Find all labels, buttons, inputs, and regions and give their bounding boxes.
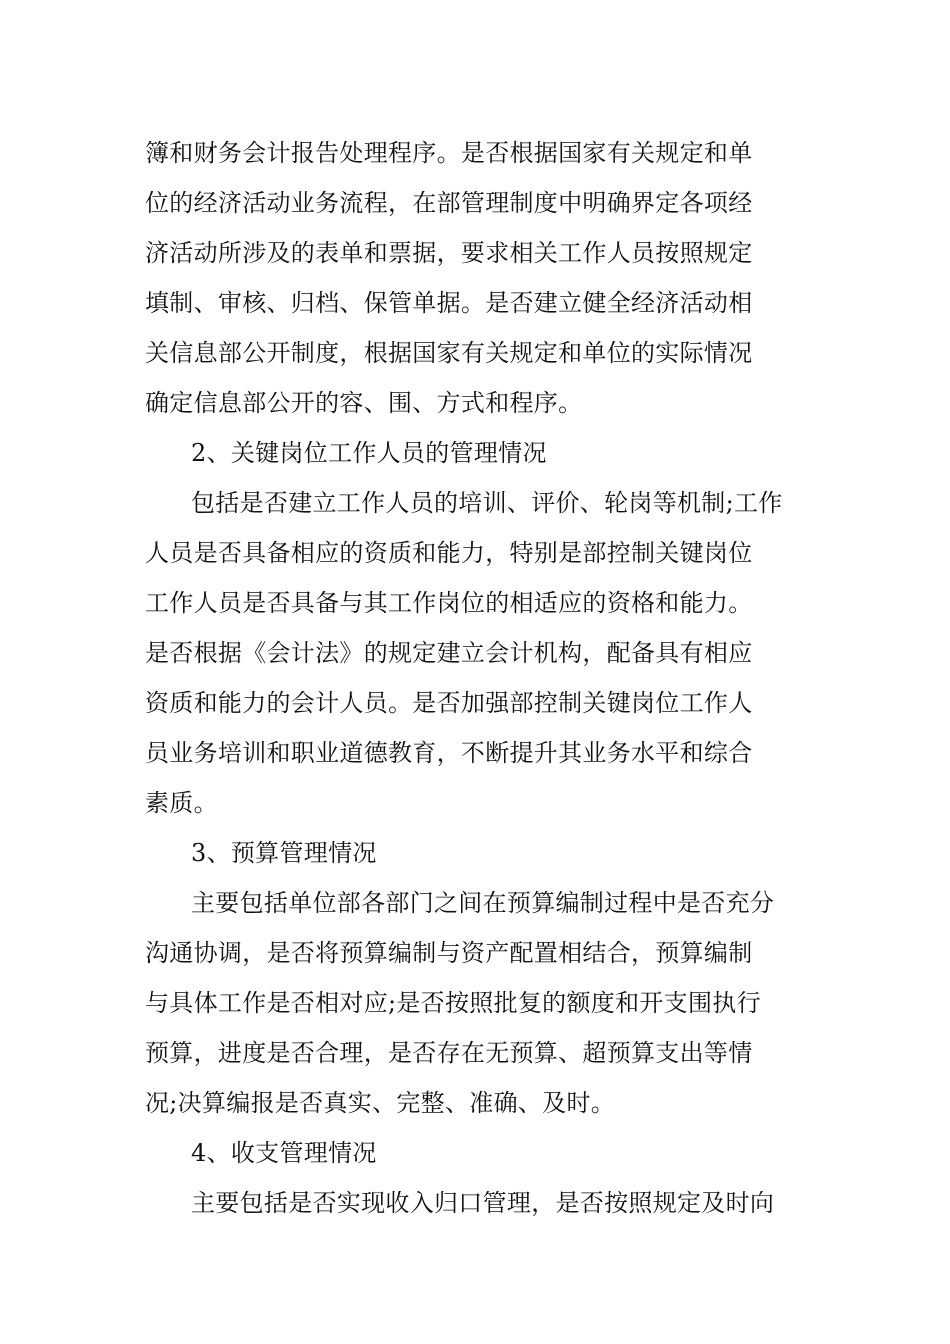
paragraph-line: 济活动所涉及的表单和票据，要求相关工作人员按照规定	[145, 239, 753, 267]
paragraph-line: 素质。	[145, 789, 218, 817]
paragraph-line: 确定信息部公开的容、围、方式和程序。	[145, 389, 583, 417]
paragraph-line: 工作人员是否具备与其工作岗位的相适应的资格和能力。	[145, 589, 753, 617]
section-heading-4: 4、收支管理情况	[191, 1139, 377, 1167]
paragraph-line: 资质和能力的会计人员。是否加强部控制关键岗位工作人	[145, 689, 753, 717]
paragraph-line: 况;决算编报是否真实、完整、准确、及时。	[145, 1089, 616, 1117]
section-heading-2: 2、关键岗位工作人员的管理情况	[191, 439, 547, 467]
paragraph-line: 人员是否具备相应的资质和能力，特别是部控制关键岗位	[145, 539, 753, 567]
document-body	[145, 128, 810, 1228]
paragraph-line: 关信息部公开制度，根据国家有关规定和单位的实际情况	[145, 339, 753, 367]
paragraph-line: 主要包括是否实现收入归口管理，是否按照规定及时向	[191, 1189, 775, 1217]
paragraph-line: 位的经济活动业务流程，在部管理制度中明确界定各项经	[145, 189, 753, 217]
paragraph-line: 簿和财务会计报告处理程序。是否根据国家有关规定和单	[145, 139, 753, 167]
paragraph-line: 主要包括单位部各部门之间在预算编制过程中是否充分	[191, 889, 775, 917]
paragraph-line: 沟通协调，是否将预算编制与资产配置相结合，预算编制	[145, 939, 753, 967]
paragraph-line: 预算，进度是否合理，是否存在无预算、超预算支出等情	[145, 1039, 753, 1067]
paragraph-line: 是否根据《会计法》的规定建立会计机构，配备具有相应	[145, 639, 753, 667]
paragraph-line: 与具体工作是否相对应;是否按照批复的额度和开支围执行	[145, 989, 761, 1017]
paragraph-line: 包括是否建立工作人员的培训、评价、轮岗等机制;工作	[191, 489, 783, 517]
paragraph-line: 填制、审核、归档、保管单据。是否建立健全经济活动相	[145, 289, 753, 317]
paragraph-line: 员业务培训和职业道德教育，不断提升其业务水平和综合	[145, 739, 753, 767]
section-heading-3: 3、预算管理情况	[191, 839, 377, 867]
